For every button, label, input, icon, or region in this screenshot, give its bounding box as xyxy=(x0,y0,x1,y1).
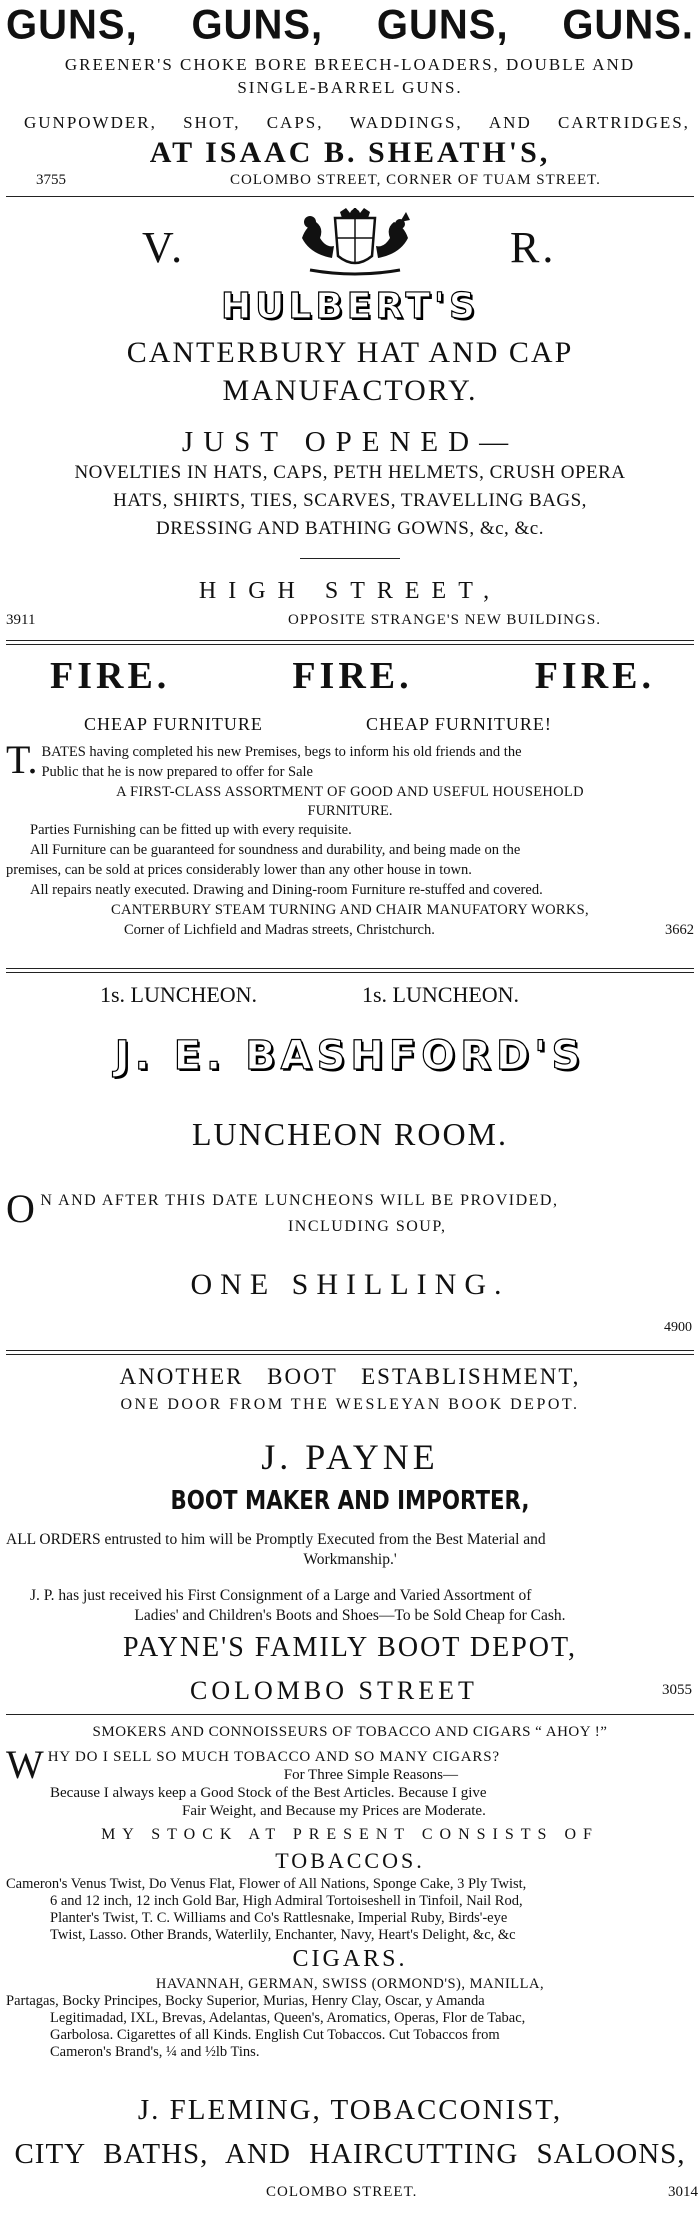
cigar-text: Garbolosa. Cigarettes of all Kinds. English Cut Tobaccos. Cut Tobaccos from xyxy=(50,2027,500,2043)
tobacco-cigars: CIGARS. xyxy=(292,1946,408,1972)
guns-word: GUNS, xyxy=(6,1,138,48)
hat-brand: HULBERT'S xyxy=(221,286,479,327)
divider xyxy=(6,972,694,973)
cigar-text: HAVANNAH, GERMAN, SWISS (ORMOND'S), MANILLA, xyxy=(155,1976,545,1992)
guns-seller: AT ISAAC B. SHEATH'S, xyxy=(149,136,551,169)
hat-v: V. xyxy=(142,223,186,272)
fire-word: FIRE. xyxy=(292,655,413,697)
boot-text: J. P. has just received his First Consignment of a Large and Varied Assortment of xyxy=(30,1587,532,1604)
hat-crest-row xyxy=(0,208,700,278)
fire-text: BATES having completed his new Premises, begs to inform his old friends and the xyxy=(41,744,522,760)
fire-corner: Corner of Lichfield and Madras streets, Christchurch. xyxy=(124,922,435,938)
royal-coat-of-arms-icon xyxy=(280,208,430,278)
fire-text: FURNITURE. xyxy=(307,803,393,819)
guns-line1: GREENER'S CHOKE BORE BREECH-LOADERS, DOUBLE AND xyxy=(64,55,636,74)
tobacco-text: Planter's Twist, T. C. Williams and Co's Rattlesnake, Imperial Ruby, Birds'-eye xyxy=(50,1910,508,1926)
tobacco-tobaccos: TOBACCOS. xyxy=(275,1848,425,1873)
ad-number: 3014 xyxy=(668,2184,698,2200)
fire-text: All Furniture can be guaranteed for soundness and durability, and being made on the xyxy=(30,842,521,858)
fire-word: FIRE. xyxy=(534,655,655,697)
luncheon-brand: J. E. BASHFORD'S xyxy=(114,1033,586,1079)
guns-line3 xyxy=(24,113,690,133)
hat-street: HIGH STREET, xyxy=(198,578,502,604)
tobacco-text: Fair Weight, and Because my Prices are Moderate. xyxy=(182,1803,486,1819)
fire-cheap2: CHEAP FURNITURE! xyxy=(366,714,552,734)
tobacco-text: HY DO I SELL SO MUCH TOBACCO AND SO MANY CIGARS? xyxy=(47,1749,500,1765)
tobacco-text: Because I always keep a Good Stock of the Best Articles. Because I give xyxy=(50,1785,487,1801)
guns-line3-word: AND xyxy=(488,113,532,132)
ad-number: 3662 xyxy=(665,922,694,938)
hat-line: DRESSING AND BATHING GOWNS, &c, &c. xyxy=(156,518,544,539)
tobacco-stock: MY STOCK AT PRESENT CONSISTS OF xyxy=(101,1826,599,1843)
divider xyxy=(6,1354,694,1355)
tobacco-baths xyxy=(6,2138,694,2171)
hat-opened: JUST OPENED— xyxy=(181,426,519,458)
tobacco-head: SMOKERS AND CONNOISSEURS OF TOBACCO AND CIGARS “ AHOY !” xyxy=(92,1724,608,1740)
guns-line2: SINGLE-BARREL GUNS. xyxy=(237,78,463,97)
fire-cheap1: CHEAP FURNITURE xyxy=(84,714,263,734)
cigar-text: Legitimadad, IXL, Brevas, Adelantas, Queen's, Aromatics, Operas, Flor de Tabac, xyxy=(50,2010,526,2026)
guns-line3-word: CARTRIDGES, xyxy=(557,113,690,132)
fire-text: Public that he is now prepared to offer for Sale xyxy=(41,764,313,780)
drop-cap: O xyxy=(6,1186,37,1231)
guns-word: GUNS, xyxy=(191,1,324,48)
guns-word: GUNS. xyxy=(562,1,694,48)
hat-r: R. xyxy=(510,223,557,272)
ad-number: 3911 xyxy=(6,612,36,628)
divider xyxy=(6,196,694,197)
drop-cap: T. xyxy=(6,737,38,782)
fire-text: All repairs neatly executed. Drawing and Dining-room Furniture re-stuffed and covered. xyxy=(30,882,543,898)
luncheon-text1: N AND AFTER THIS DATE LUNCHEONS WILL BE PROVIDED, xyxy=(40,1192,559,1209)
fire-footer xyxy=(6,920,694,940)
tobacco-name: J. FLEMING, TOBACCONIST, xyxy=(137,2094,563,2126)
luncheon-head2: 1s. LUNCHEON. xyxy=(362,982,520,1007)
divider xyxy=(6,968,694,969)
guns-line3-word: GUNPOWDER, xyxy=(24,113,157,132)
fire-text: CANTERBURY STEAM TURNING AND CHAIR MANUFATORY WORKS, xyxy=(111,902,589,918)
cigar-list xyxy=(6,1976,694,2061)
luncheon-head1: 1s. LUNCHEON. xyxy=(100,982,258,1007)
divider xyxy=(6,1714,694,1715)
hat-title2: MANUFACTORY. xyxy=(222,374,478,407)
ad-number: 3055 xyxy=(662,1682,692,1698)
guns-headline xyxy=(6,0,694,51)
boot-text: Workmanship.' xyxy=(303,1551,397,1568)
fire-text: A FIRST-CLASS ASSORTMENT OF GOOD AND USEFUL HOUSEHOLD xyxy=(116,784,584,800)
ad-number: 4900 xyxy=(664,1320,692,1335)
divider xyxy=(6,1350,694,1351)
tobacco-text: 6 and 12 inch, 12 inch Gold Bar, High Admiral Tortoiseshell in Tinfoil, Nail Rod, xyxy=(50,1893,523,1909)
short-rule xyxy=(300,558,400,559)
hat-line: NOVELTIES IN HATS, CAPS, PETH HELMETS, CRUSH OPERA xyxy=(74,462,626,483)
divider xyxy=(6,644,694,645)
boot-head2: ONE DOOR FROM THE WESLEYAN BOOK DEPOT. xyxy=(120,1396,580,1413)
tobacco-street: COLOMBO STREET. xyxy=(266,2184,418,2200)
boot-name: J. PAYNE xyxy=(261,1437,439,1477)
hat-line: HATS, SHIRTS, TIES, SCARVES, TRAVELLING BAGS, xyxy=(113,490,587,511)
luncheon-room: LUNCHEON ROOM. xyxy=(192,1116,508,1152)
tobacco-text: Twist, Lasso. Other Brands, Waterlily, Enchanter, Navy, Heart's Delight, &c, &c xyxy=(50,1927,516,1943)
cigar-text: Partagas, Bocky Principes, Bocky Superior, Murias, Henry Clay, Oscar, y Amanda xyxy=(6,1993,485,2009)
guns-line3-word: CAPS, xyxy=(266,113,324,132)
tobacco-list xyxy=(6,1876,694,1944)
guns-line3-word: SHOT, xyxy=(183,113,241,132)
tobacco-baths-text: CITY BATHS, AND HAIRCUTTING SALOONS, xyxy=(14,2138,686,2170)
fire-headline xyxy=(50,654,655,698)
boot-text: ALL ORDERS entrusted to him will be Promptly Executed from the Best Material and xyxy=(6,1531,546,1548)
hat-title1: CANTERBURY HAT AND CAP xyxy=(126,336,574,369)
divider xyxy=(6,640,694,641)
boot-head1: ANOTHER BOOT ESTABLISHMENT, xyxy=(119,1364,581,1389)
boot-street: COLOMBO STREET xyxy=(190,1676,478,1705)
guns-line3-word: WADDINGS, xyxy=(349,113,463,132)
tobacco-intro xyxy=(6,1742,694,1820)
boot-trade: BOOT MAKER AND IMPORTER, xyxy=(170,1486,530,1516)
fire-word: FIRE. xyxy=(50,655,171,697)
boot-depot: PAYNE'S FAMILY BOOT DEPOT, xyxy=(122,1632,578,1663)
guns-address: COLOMBO STREET, CORNER OF TUAM STREET. xyxy=(230,172,601,188)
luncheon-text xyxy=(6,1186,694,1236)
fire-text: Parties Furnishing can be fitted up with every requisite. xyxy=(30,822,352,838)
cigar-text: Cameron's Brand's, ¼ and ½lb Tins. xyxy=(50,2044,260,2060)
fire-text: premises, can be sold at prices considerably lower than any other house in town. xyxy=(6,862,472,878)
hat-address: OPPOSITE STRANGE'S NEW BUILDINGS. xyxy=(288,612,601,628)
drop-cap: W xyxy=(6,1742,44,1787)
guns-word: GUNS, xyxy=(376,1,509,48)
luncheon-text2: INCLUDING SOUP, xyxy=(287,1218,447,1235)
boot-body xyxy=(6,1530,694,1626)
tobacco-text: For Three Simple Reasons— xyxy=(283,1767,459,1783)
luncheon-price: ONE SHILLING. xyxy=(190,1268,510,1301)
boot-text: Ladies' and Children's Boots and Shoes—To be Sold Cheap for Cash. xyxy=(134,1607,566,1624)
tobacco-text: Cameron's Venus Twist, Do Venus Flat, Flower of All Nations, Sponge Cake, 3 Ply Twist, xyxy=(6,1876,527,1892)
fire-body xyxy=(6,737,694,940)
ad-number: 3755 xyxy=(36,172,66,188)
